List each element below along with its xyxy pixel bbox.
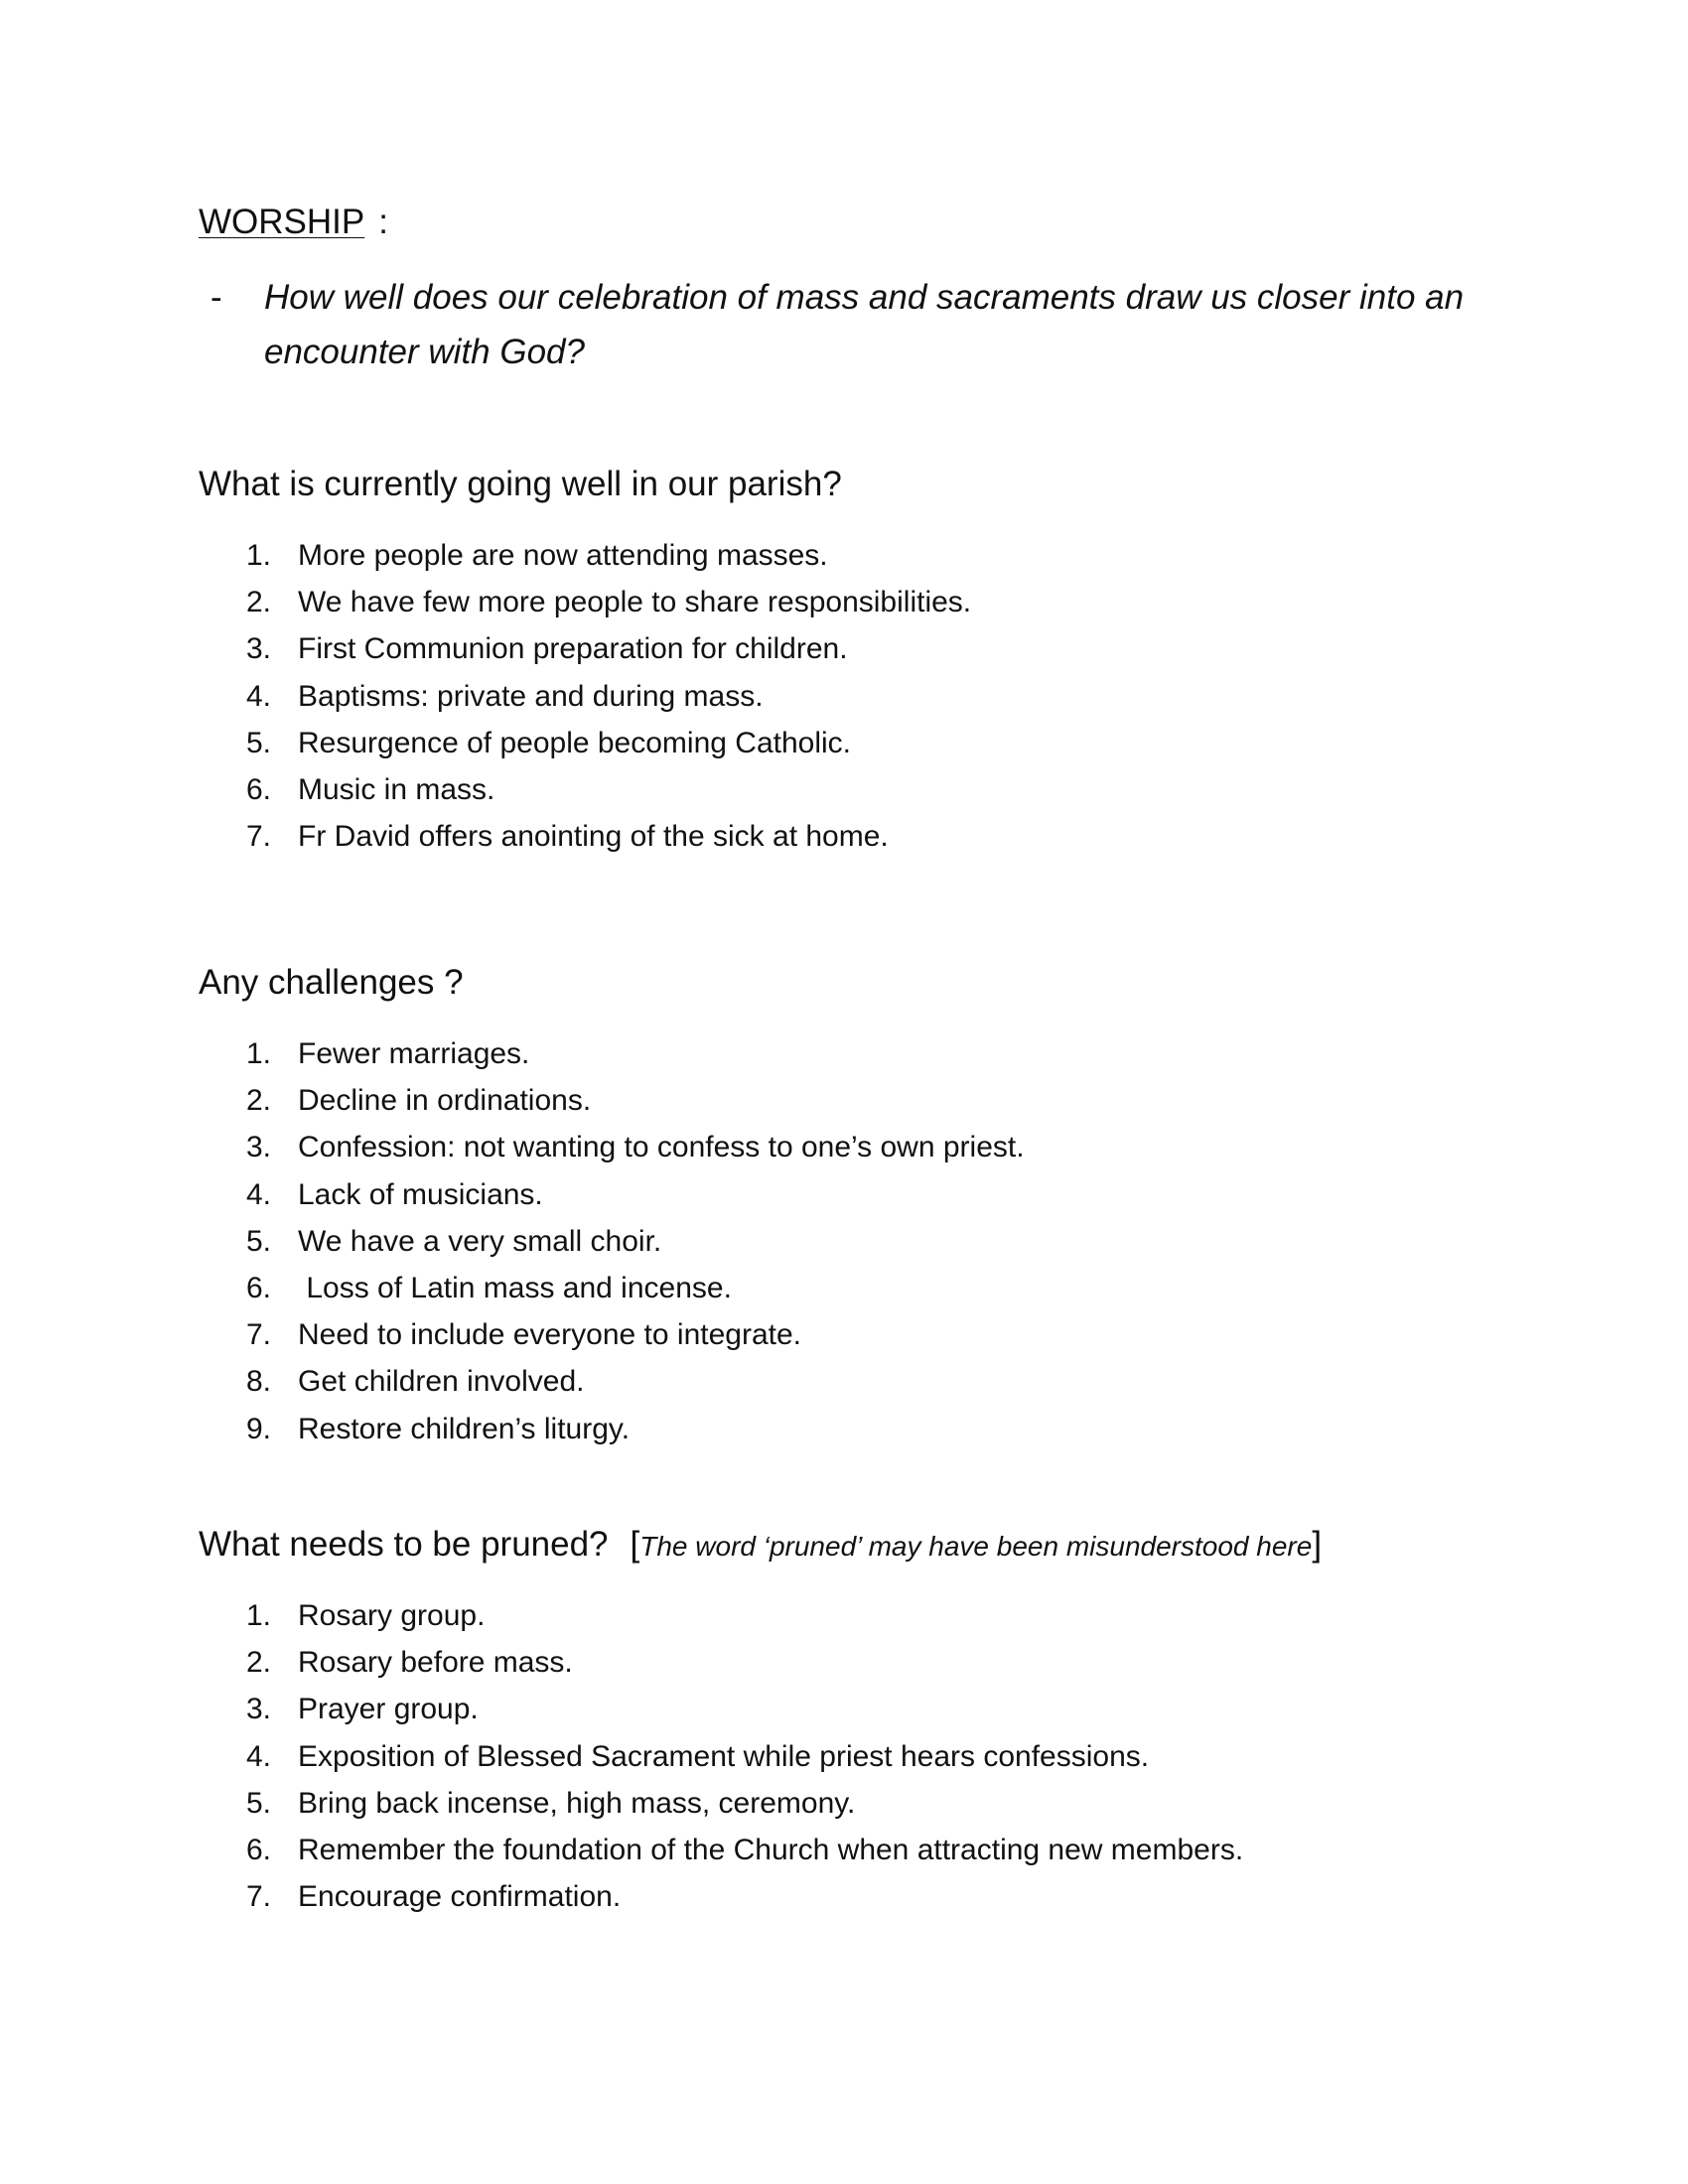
list-item: [199, 1265, 1489, 1311]
item-text: Decline in ordinations.: [298, 1084, 592, 1118]
item-number: 6.: [246, 1833, 272, 1866]
item-number: 2.: [246, 1646, 272, 1680]
list-item: [199, 1171, 1489, 1218]
item-number: 5.: [246, 1224, 272, 1258]
list-item: [199, 1592, 1489, 1639]
item-text: More people are now attending masses.: [298, 539, 828, 572]
list-item: [199, 766, 1489, 813]
list-item: [199, 1639, 1489, 1686]
list-item: [199, 1780, 1489, 1827]
item-text: We have few more people to share responsibilities.: [298, 586, 972, 619]
list-item: [199, 1124, 1489, 1170]
list-item: [199, 1358, 1489, 1405]
going-well-list: [199, 532, 1489, 860]
item-text: Prayer group.: [298, 1693, 479, 1726]
item-number: 4.: [246, 1177, 272, 1211]
list-item: [199, 1406, 1489, 1452]
item-number: 2.: [246, 1084, 272, 1118]
challenges-list: [199, 1030, 1489, 1452]
item-text: Baptisms: private and during mass.: [298, 679, 764, 713]
item-text: Confession: not wanting to confess to one’s own priest.: [298, 1131, 1025, 1164]
item-number: 3.: [246, 1693, 272, 1726]
page-title: [199, 199, 388, 246]
guiding-question: [199, 270, 1509, 379]
item-text: Restore children’s liturgy.: [298, 1412, 631, 1445]
list-item: [199, 532, 1489, 579]
item-text: Need to include everyone to integrate.: [298, 1318, 801, 1352]
list-item: [199, 720, 1489, 766]
list-item: [199, 1030, 1489, 1077]
title-text: WORSHIP: [199, 203, 365, 241]
list-item: [199, 1218, 1489, 1265]
item-number: 9.: [246, 1412, 272, 1445]
list-item: [199, 625, 1489, 672]
item-number: 2.: [246, 586, 272, 619]
item-number: 3.: [246, 1131, 272, 1164]
question-text: How well does our celebration of mass and sacraments draw us closer into an encounter with God?: [264, 278, 1465, 371]
list-item: [199, 673, 1489, 720]
going-well-heading: What is currently going well in our parish?: [199, 465, 842, 503]
list-item: [199, 1686, 1489, 1732]
note-open-bracket: [: [630, 1525, 640, 1564]
list-item: [199, 1873, 1489, 1920]
item-text: Encourage confirmation.: [298, 1880, 622, 1914]
item-number: 3.: [246, 632, 272, 666]
note-close-bracket: ]: [1312, 1525, 1323, 1564]
list-item: [199, 579, 1489, 625]
item-number: 4.: [246, 1739, 272, 1773]
item-number: 1.: [246, 539, 272, 572]
item-number: 7.: [246, 820, 272, 854]
pruned-note: [631, 1525, 1323, 1564]
item-text: Rosary before mass.: [298, 1646, 573, 1680]
list-item: [199, 813, 1489, 860]
item-number: 6.: [246, 1271, 272, 1304]
challenges-heading: Any challenges ?: [199, 963, 464, 1002]
item-text: Music in mass.: [298, 772, 495, 806]
item-text: Fewer marriages.: [298, 1037, 530, 1070]
item-text: Resurgence of people becoming Catholic.: [298, 726, 852, 759]
item-text: Lack of musicians.: [298, 1177, 543, 1211]
note-text: The word ‘pruned’ may have been misunderstood here: [639, 1531, 1313, 1562]
item-number: 7.: [246, 1880, 272, 1914]
pruned-list: [199, 1592, 1489, 1920]
item-text: First Communion preparation for children.: [298, 632, 848, 666]
pruned-heading: [199, 1521, 1322, 1570]
item-number: 4.: [246, 679, 272, 713]
item-number: 8.: [246, 1365, 272, 1399]
item-number: 6.: [246, 772, 272, 806]
list-item: [199, 1077, 1489, 1124]
item-number: 5.: [246, 726, 272, 759]
item-number: 5.: [246, 1786, 272, 1820]
item-number: 1.: [246, 1037, 272, 1070]
item-text: We have a very small choir.: [298, 1224, 662, 1258]
list-item: [199, 1311, 1489, 1358]
item-text: Get children involved.: [298, 1365, 585, 1399]
item-text: Remember the foundation of the Church when attracting new members.: [298, 1833, 1244, 1866]
title-colon: :: [378, 203, 388, 241]
list-item: [199, 1733, 1489, 1780]
item-text: Loss of Latin mass and incense.: [298, 1271, 732, 1304]
item-text: Fr David offers anointing of the sick at home.: [298, 820, 889, 854]
item-number: 7.: [246, 1318, 272, 1352]
item-text: Bring back incense, high mass, ceremony.: [298, 1786, 856, 1820]
item-text: Exposition of Blessed Sacrament while priest hears confessions.: [298, 1739, 1150, 1773]
list-item: [199, 1827, 1489, 1873]
question-bullet: -: [211, 278, 222, 317]
pruned-heading-text: What needs to be pruned?: [199, 1525, 609, 1564]
item-text: Rosary group.: [298, 1599, 486, 1632]
item-number: 1.: [246, 1599, 272, 1632]
